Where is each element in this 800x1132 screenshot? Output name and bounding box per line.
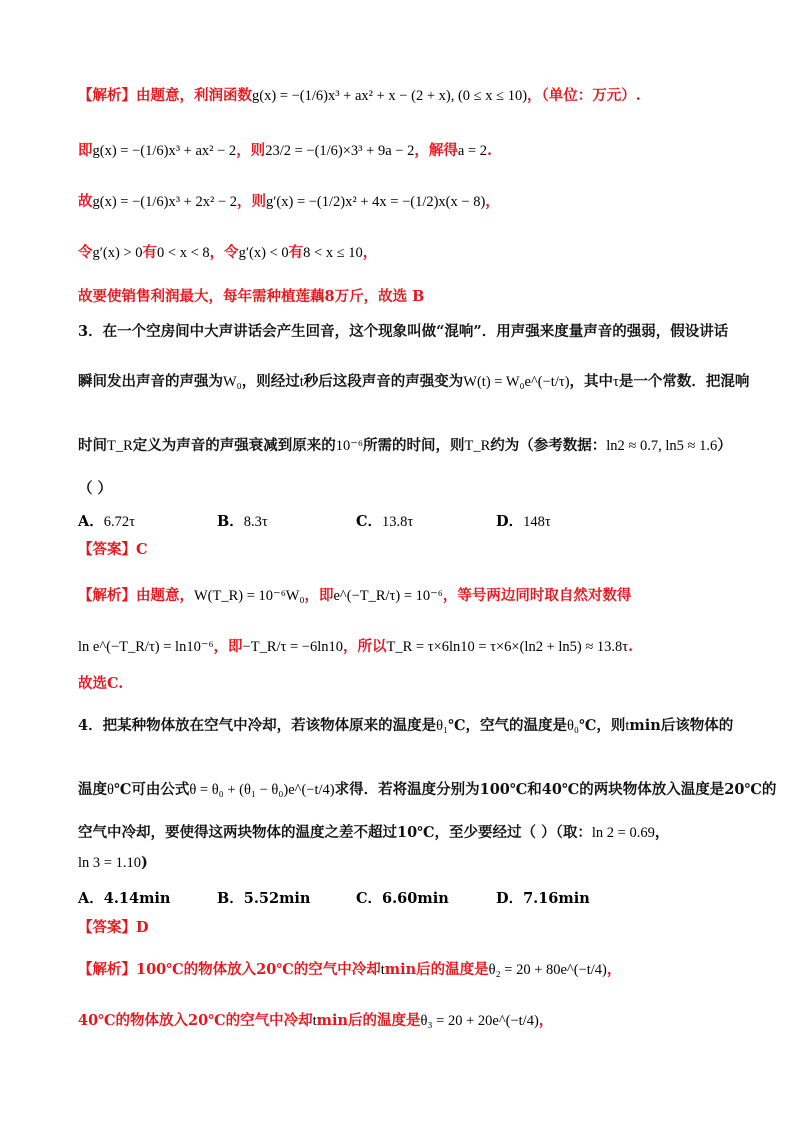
text: ， xyxy=(485,193,500,210)
option-label: D． xyxy=(496,890,524,907)
q3-line1: 3．在一个空房间中大声讲话会产生回音，这个现象叫做“混响”．用声强来度量声音的强弱，假设讲话 xyxy=(78,323,729,340)
sol2-line4 xyxy=(78,243,377,263)
option-value: 8.3τ xyxy=(243,514,268,530)
q4-option-c xyxy=(356,887,449,908)
text: 约为（参考数据： xyxy=(490,437,607,454)
option-value: 148τ xyxy=(523,514,551,530)
text: 时间 xyxy=(78,437,107,454)
text: ，解得 xyxy=(414,142,458,159)
formula: g(x) = −(1/6)x³ + ax² + x − (2 + x), (0 ≤ x ≤ 10) xyxy=(252,88,528,104)
formula: θ = θ₀ + (θ₁ − θ₀)e^(−t/4) xyxy=(189,782,335,798)
q4-line3 xyxy=(78,823,669,843)
q4-option-d xyxy=(496,887,590,908)
q4-solution-line1 xyxy=(78,960,621,980)
option-value: 6.72τ xyxy=(103,514,135,530)
text: 100℃的物体放入20℃的空气中冷却 xyxy=(136,961,381,978)
option-label: A． xyxy=(78,513,104,530)
formula: θ₂ = 20 + 80e^(−t/4) xyxy=(488,962,607,978)
text: ， xyxy=(654,824,670,841)
q4-line4 xyxy=(78,853,148,873)
q3-option-b xyxy=(217,510,268,531)
formula: t xyxy=(380,962,385,978)
formula: t xyxy=(625,718,630,734)
formula: ln2 ≈ 0.7, ln5 ≈ 1.6 xyxy=(606,438,718,454)
formula: 10⁻⁶ xyxy=(335,438,363,454)
text: ) xyxy=(140,854,148,871)
formula: θ₃ = 20 + 20e^(−t/4) xyxy=(420,1013,539,1029)
q3-line2 xyxy=(78,372,749,392)
formula: −T_R/τ = −6ln10 xyxy=(242,639,343,655)
formula: 0 < x < 8 xyxy=(157,245,210,261)
text: . xyxy=(628,638,634,655)
formula: T_R xyxy=(107,438,133,454)
text: 空气中冷却，要使得这两块物体的温度之差不超过10℃，至少要经过（ ）（取： xyxy=(78,824,592,841)
text: 40℃的物体放入20℃的空气中冷却 xyxy=(78,1012,313,1029)
formula: ln e^(−T_R/τ) = ln10⁻⁶ xyxy=(78,639,214,655)
text: ， xyxy=(538,1012,554,1029)
text: ，则 xyxy=(237,193,266,210)
formula: θ₁ xyxy=(436,718,449,734)
option-label: C． xyxy=(356,513,383,530)
text: 有 xyxy=(288,244,304,261)
formula: W(t) = W₀e^(−t/τ) xyxy=(463,374,570,390)
q3-option-c xyxy=(356,510,413,531)
formula: W(T_R) = 10⁻⁶W₀ xyxy=(194,588,305,604)
text: ℃，空气的温度是 xyxy=(448,717,567,734)
formula: θ xyxy=(107,782,114,798)
text: ℃可由公式 xyxy=(113,781,190,798)
text: 是一个常数．把混响 xyxy=(618,373,750,390)
text: ，则 xyxy=(236,142,266,159)
formula: θ₀ xyxy=(566,718,579,734)
text: 由题意， xyxy=(136,587,194,604)
text: 故 xyxy=(78,193,93,210)
sol2-conclusion: 故要使销售利润最大，每年需种植莲藕8万斤，故选 B xyxy=(78,288,425,305)
text: 瞬间发出声音的声强为 xyxy=(78,373,223,390)
formula: g′(x) = −(1/2)x² + 4x = −(1/2)x(x − 8) xyxy=(266,194,486,210)
sol2-line2 xyxy=(78,141,492,161)
text: 有 xyxy=(142,244,158,261)
formula: 23/2 = −(1/6)×3³ + 9a − 2 xyxy=(265,143,415,159)
q4-option-b xyxy=(217,887,310,908)
option-value: 7.16min xyxy=(523,890,590,907)
text: min后该物体的 xyxy=(629,717,734,734)
q3-solution-line2 xyxy=(78,637,633,657)
text: ，等号两边同时取自然对数得 xyxy=(442,587,632,604)
text: 令 xyxy=(78,244,93,261)
q4-line1 xyxy=(78,716,733,736)
option-label: A． xyxy=(78,890,104,907)
q4-line2 xyxy=(78,780,776,800)
formula: t xyxy=(299,374,304,390)
text: ，令 xyxy=(209,244,239,261)
sol2-line1 xyxy=(78,86,641,106)
option-label: B． xyxy=(217,513,244,530)
formula: e^(−T_R/τ) = 10⁻⁶ xyxy=(333,588,443,604)
text: min后的温度是 xyxy=(316,1012,421,1029)
formula: ln 3 = 1.10 xyxy=(78,855,141,871)
text: ，即 xyxy=(304,587,334,604)
option-label: B． xyxy=(217,890,244,907)
text: ，（单位：万元）. xyxy=(527,87,641,104)
formula: 8 < x ≤ 10 xyxy=(303,245,363,261)
q3-blank: （ ） xyxy=(78,480,113,497)
formula: T_R xyxy=(464,438,491,454)
text: ，则经过 xyxy=(241,373,300,390)
formula: t xyxy=(312,1013,317,1029)
text: ，所以 xyxy=(342,638,387,655)
text: ，即 xyxy=(213,638,243,655)
analysis-tag: 【解析】 xyxy=(78,961,136,978)
formula: W₀ xyxy=(223,374,242,390)
text: 所需的时间，则 xyxy=(363,437,465,454)
formula: T_R = τ×6ln10 = τ×6×(ln2 + ln5) ≈ 13.8τ xyxy=(386,639,629,655)
formula: a = 2 xyxy=(457,143,487,159)
formula: g′(x) < 0 xyxy=(238,245,289,261)
text: ） xyxy=(717,437,732,454)
option-value: 5.52min xyxy=(243,890,311,907)
option-label: D． xyxy=(496,513,524,530)
text: ， xyxy=(362,244,378,261)
analysis-tag: 【解析】 xyxy=(78,87,136,104)
text: ℃，则 xyxy=(579,717,626,734)
text: 即 xyxy=(78,142,93,159)
formula: g(x) = −(1/6)x³ + 2x² − 2 xyxy=(92,194,237,210)
q3-option-d xyxy=(496,510,551,531)
q4-answer: 【答案】D xyxy=(78,919,149,936)
q4-solution-line2 xyxy=(78,1011,553,1031)
option-value: 13.8τ xyxy=(382,514,414,530)
text: 温度 xyxy=(78,781,107,798)
text: 由题意，利润函数 xyxy=(136,87,252,104)
q3-option-a xyxy=(78,510,135,531)
sol2-line3 xyxy=(78,192,500,212)
text: min后的温度是 xyxy=(384,961,489,978)
formula: ln 2 = 0.69 xyxy=(591,825,655,841)
option-value: 4.14min xyxy=(103,890,171,907)
text: ，其中 xyxy=(569,373,614,390)
option-value: 6.60min xyxy=(382,890,449,907)
q3-solution-line1 xyxy=(78,586,631,606)
q3-conclusion: 故选C. xyxy=(78,675,124,692)
text: 求得．若将温度分别为100℃和40℃的两块物体放入温度是20℃的 xyxy=(334,781,777,798)
text: 4．把某种物体放在空气中冷却，若该物体原来的温度是 xyxy=(78,717,437,734)
text: ， xyxy=(606,961,622,978)
formula: g(x) = −(1/6)x³ + ax² − 2 xyxy=(92,143,237,159)
analysis-tag: 【解析】 xyxy=(78,587,136,604)
formula: τ xyxy=(613,374,619,390)
text: . xyxy=(486,142,493,159)
q3-answer: 【答案】C xyxy=(78,541,148,558)
formula: g′(x) > 0 xyxy=(92,245,143,261)
q3-line3 xyxy=(78,436,732,456)
text: 秒后这段声音的声强变为 xyxy=(303,373,464,390)
q4-option-a xyxy=(78,887,170,908)
text: 定义为声音的声强衰减到原来的 xyxy=(132,437,336,454)
option-label: C． xyxy=(356,890,383,907)
